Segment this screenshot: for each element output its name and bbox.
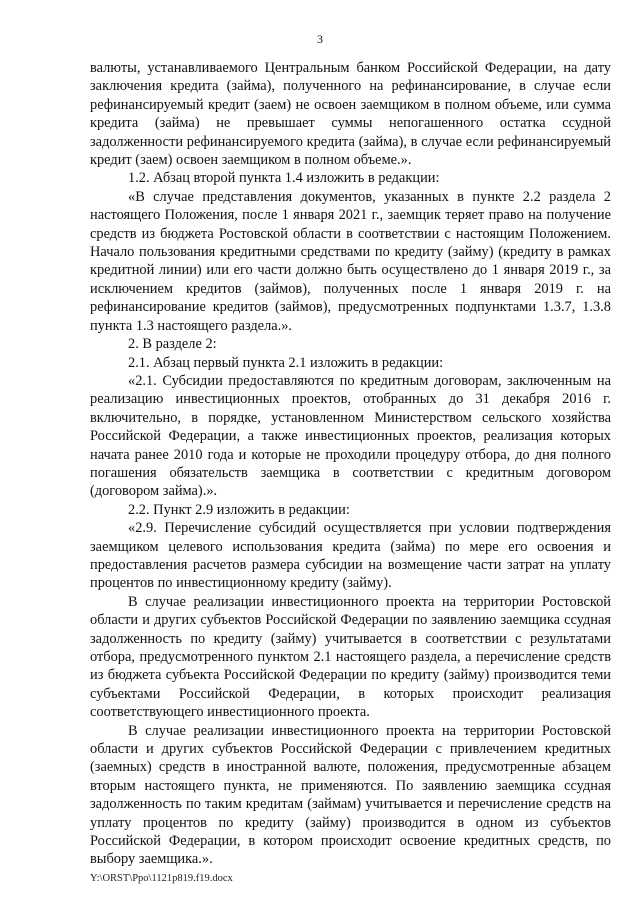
- paragraph-quote-1-4: «В случае представления документов, указанных в пункте 2.2 раздела 2 настоящего Положения, после 1 января 2021 г., заемщик теряет право на получение средств из бюджета Ростовской области в соответствии с настоящим Положением. Начало пользования кредитными средствами по кредиту (займу) (кредиту в рамках кредитной линии) или его части должно быть осуществлено до 1 января 2019 г., за исключением кредитов (займов), полученных после 1 января 2019 г. на рефинансирование кредитов (займов), предусмотренных подпунктами 1.3.7, 1.3.8 пункта 1.3 настоящего раздела.».: [90, 188, 611, 334]
- paragraph-item-2-2: 2.2. Пункт 2.9 изложить в редакции:: [128, 501, 350, 518]
- paragraph-continuation: валюты, устанавливаемого Центральным банком Российской Федерации, на дату заключения кредита (займа), полученного на рефинансирование, в случае если рефинансируемый кредит (заем) не освоен заемщиком в полном объеме, или сумма кредита (займа) не превышает суммы непогашенного остатка ссудной задолженности рефинансируемого кредита (займа), в случае если рефинансируемый кредит (заем) освоен заемщиком в полном объеме.».: [90, 60, 611, 169]
- paragraph-regional-projects: В случае реализации инвестиционного проекта на территории Ростовской области и других субъектов Российской Федерации по заявлению заемщика ссудная задолженность по кредиту (займу) учитывается в соответствии с результатами отбора, предусмотренного пунктом 2.1 настоящего раздела, а перечисление средств из бюджета субъекта Российской Федерации по кредиту (займу) производится теми субъектами Российской Федерации, в которых происходит реализация соответствующего инвестиционного проекта.: [90, 593, 611, 721]
- file-path-footer: Y:\ORST\Ppo\1121p819.f19.docx: [90, 873, 233, 884]
- paragraph-item-2-1: 2.1. Абзац первый пункта 2.1 изложить в редакции:: [128, 354, 444, 371]
- paragraph-foreign-currency: В случае реализации инвестиционного проекта на территории Ростовской области и других субъектов Российской Федерации с привлечением кредитных (заемных) средств в иностранной валюте, положения, предусмотренные абзацем вторым настоящего пункта, не применяются. По заявлению заемщика ссудная задолженность по таким кредитам (займам) учитывается и перечисление средств на уплату процентов по кредиту (займу) производится в одном из субъектов Российской Федерации, в котором происходит освоение кредитных средств, по выбору заемщика.».: [90, 722, 611, 868]
- page-number: 3: [317, 32, 323, 46]
- paragraph-quote-2-9: «2.9. Перечисление субсидий осуществляется при условии подтверждения заемщиком целевого использования кредита (займа) по мере его освоения и предоставления расчетов размера субсидии на возмещение части затрат на уплату процентов по инвестиционному кредиту (займу).: [90, 520, 611, 592]
- paragraph-quote-2-1: «2.1. Субсидии предоставляются по кредитным договорам, заключенным на реализацию инвестиционных проектов, отобранных до 31 декабря 2016 г. включительно, в порядке, установленном Министерством сельского хозяйства Российской Федерации, а также инвестиционных проектов, реализация которых начата ранее 2010 года и которые не проходили процедуру отбора, до дня полного погашения обязательств заемщика в соответствии с кредитным договором (договором займа).».: [90, 372, 611, 500]
- paragraph-item-2: 2. В разделе 2:: [128, 336, 217, 353]
- document-body: [90, 59, 611, 869]
- paragraph-item-1-2: 1.2. Абзац второй пункта 1.4 изложить в редакции:: [128, 170, 440, 187]
